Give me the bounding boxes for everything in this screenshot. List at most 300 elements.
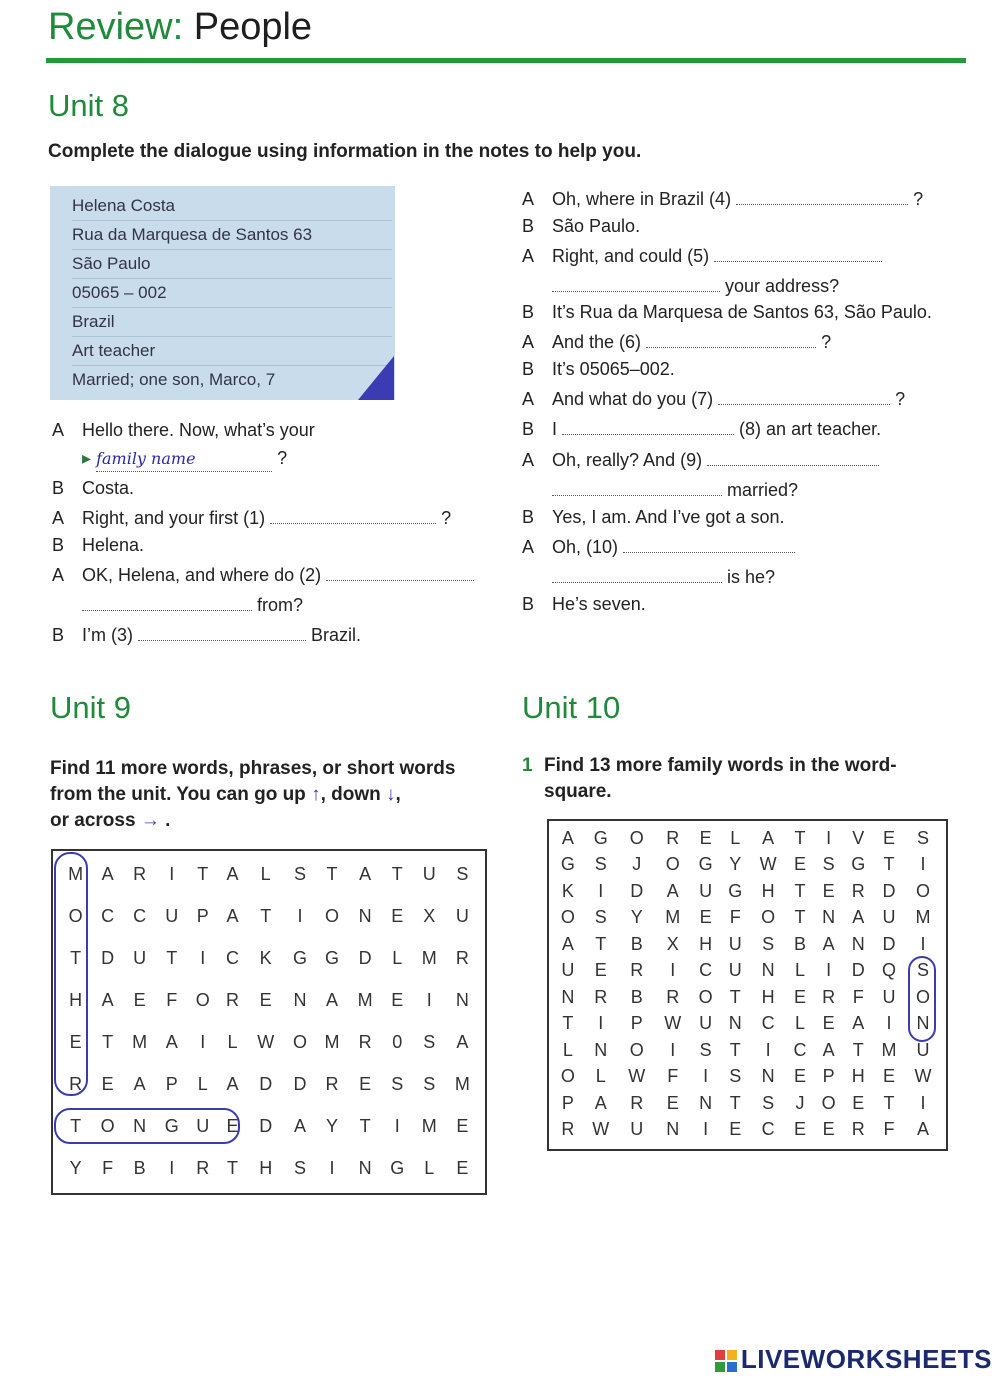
unit9-grid-letter[interactable]: I bbox=[426, 989, 432, 1010]
unit10-grid-letter[interactable]: O bbox=[821, 1092, 836, 1113]
answer-blank-10b[interactable] bbox=[552, 568, 722, 583]
unit9-grid-letter[interactable]: B bbox=[133, 1157, 146, 1178]
unit10-grid-letter[interactable]: U bbox=[882, 907, 896, 928]
unit10-grid-letter[interactable]: I bbox=[670, 1039, 676, 1060]
unit10-grid-letter[interactable]: G bbox=[593, 827, 608, 848]
title-people: People bbox=[193, 6, 313, 48]
unit10-grid-letter[interactable]: F bbox=[852, 986, 864, 1007]
unit10-grid-letter[interactable]: I bbox=[703, 1066, 709, 1087]
unit8-instruction: Complete the dialogue using information in the notes to help you. bbox=[48, 141, 642, 162]
unit9-grid-letter[interactable]: T bbox=[70, 1115, 82, 1136]
unit9-grid-letter[interactable]: G bbox=[325, 947, 340, 968]
unit10-grid-letter[interactable]: T bbox=[794, 880, 806, 901]
dialogue-line: B São Paulo. bbox=[522, 216, 641, 236]
unit10-grid-letter[interactable]: U bbox=[699, 880, 713, 901]
unit9-grid-row bbox=[59, 895, 479, 937]
unit9-grid-letter[interactable]: G bbox=[164, 1115, 179, 1136]
unit9-grid-letter[interactable]: L bbox=[197, 1073, 208, 1094]
unit10-grid-letter[interactable]: U bbox=[630, 1119, 644, 1140]
answer-blank-9b[interactable] bbox=[552, 481, 722, 496]
unit10-grid-letter[interactable]: O bbox=[560, 1066, 575, 1087]
unit10-grid-letter[interactable]: I bbox=[670, 960, 676, 981]
unit9-grid-letter[interactable]: I bbox=[200, 947, 206, 968]
unit9-grid-letter[interactable]: P bbox=[196, 905, 209, 926]
unit9-grid-letter[interactable]: U bbox=[455, 905, 469, 926]
unit9-grid-letter[interactable]: A bbox=[226, 905, 239, 926]
answer-blank-8[interactable] bbox=[562, 420, 734, 435]
unit10-grid-letter[interactable]: U bbox=[728, 960, 742, 981]
unit10-grid-letter[interactable]: B bbox=[630, 933, 643, 954]
unit9-grid-letter[interactable]: R bbox=[358, 1031, 372, 1052]
unit9-grid-letter[interactable]: E bbox=[456, 1157, 469, 1178]
unit9-grid-letter[interactable]: S bbox=[391, 1073, 404, 1094]
unit10-grid-letter[interactable]: A bbox=[762, 827, 775, 848]
unit10-heading: Unit 10 bbox=[522, 690, 621, 725]
unit10-grid-letter[interactable]: T bbox=[729, 1092, 741, 1113]
unit10-grid-letter[interactable]: E bbox=[699, 907, 712, 928]
unit10-grid-letter[interactable]: A bbox=[561, 933, 574, 954]
answer-blank-2a[interactable] bbox=[326, 566, 474, 581]
unit10-grid-letter[interactable]: U bbox=[916, 1039, 930, 1060]
unit9-grid-letter[interactable]: T bbox=[197, 863, 209, 884]
unit9-grid-letter[interactable]: E bbox=[359, 1073, 372, 1094]
unit10-grid-letter[interactable]: U bbox=[699, 1013, 713, 1034]
unit9-grid-letter[interactable]: F bbox=[102, 1157, 114, 1178]
unit9-grid-letter[interactable]: A bbox=[165, 1031, 178, 1052]
unit9-grid-letter[interactable]: E bbox=[391, 989, 404, 1010]
unit10-grid-letter[interactable]: C bbox=[793, 1039, 807, 1060]
unit10-grid-letter[interactable]: E bbox=[793, 1066, 806, 1087]
unit10-grid-letter[interactable]: X bbox=[666, 933, 679, 954]
dialogue-line: B I’m (3) Brazil. bbox=[52, 625, 362, 645]
unit10-grid-letter[interactable]: R bbox=[594, 986, 608, 1007]
unit10-grid-letter[interactable]: I bbox=[826, 827, 832, 848]
unit9-grid-letter[interactable]: M bbox=[357, 989, 373, 1010]
unit9-grid-letter[interactable]: T bbox=[166, 947, 178, 968]
answer-blank-5a[interactable] bbox=[714, 247, 882, 262]
unit10-grid-letter[interactable]: L bbox=[595, 1066, 606, 1087]
answer-blank-2b[interactable] bbox=[82, 596, 252, 611]
unit10-grid-letter[interactable]: T bbox=[729, 986, 741, 1007]
unit10-grid-letter[interactable]: N bbox=[822, 907, 836, 928]
unit9-grid-letter[interactable]: T bbox=[326, 863, 338, 884]
unit9-grid-letter[interactable]: I bbox=[297, 905, 303, 926]
unit10-grid-letter[interactable]: F bbox=[883, 1119, 895, 1140]
unit10-grid-letter[interactable]: V bbox=[852, 827, 865, 848]
unit9-grid-letter[interactable]: E bbox=[456, 1115, 469, 1136]
unit10-grid-letter[interactable]: H bbox=[851, 1066, 865, 1087]
unit10-grid-letter[interactable]: S bbox=[699, 1039, 712, 1060]
unit9-grid-letter[interactable]: A bbox=[226, 863, 239, 884]
unit10-grid-letter[interactable]: S bbox=[594, 907, 607, 928]
unit10-grid-letter[interactable]: G bbox=[698, 854, 713, 875]
unit10-grid-letter[interactable]: N bbox=[728, 1013, 742, 1034]
unit9-grid-letter[interactable]: T bbox=[102, 1031, 114, 1052]
unit10-grid-letter[interactable]: W bbox=[664, 1013, 682, 1034]
unit10-grid-letter[interactable]: E bbox=[699, 827, 712, 848]
unit10-grid-letter[interactable]: N bbox=[699, 1092, 713, 1113]
unit9-grid-letter[interactable]: I bbox=[169, 1157, 175, 1178]
unit9-grid-letter[interactable]: A bbox=[133, 1073, 146, 1094]
unit9-grid-letter[interactable]: E bbox=[133, 989, 146, 1010]
dialogue-line: ▸ family name ? bbox=[82, 446, 287, 472]
unit10-grid-letter[interactable]: D bbox=[882, 933, 896, 954]
unit10-grid-letter[interactable]: T bbox=[562, 1013, 574, 1034]
unit9-grid-letter[interactable]: T bbox=[227, 1157, 239, 1178]
unit10-grid-letter[interactable]: E bbox=[822, 1119, 835, 1140]
unit10-grid-letter[interactable]: I bbox=[598, 880, 604, 901]
unit10-grid-letter[interactable]: O bbox=[629, 1039, 644, 1060]
unit9-grid-letter[interactable]: D bbox=[101, 947, 115, 968]
unit9-grid-row bbox=[59, 1021, 479, 1063]
unit10-grid-letter[interactable]: W bbox=[914, 1066, 932, 1087]
unit9-grid-letter[interactable]: H bbox=[69, 989, 83, 1010]
unit10-grid-letter[interactable]: C bbox=[699, 960, 713, 981]
unit10-grid-letter[interactable]: M bbox=[881, 1039, 897, 1060]
unit9-grid-letter[interactable]: C bbox=[226, 947, 240, 968]
unit10-grid-letter[interactable]: E bbox=[883, 1066, 896, 1087]
unit9-grid-letter[interactable]: S bbox=[456, 863, 469, 884]
note-country: Brazil bbox=[72, 308, 392, 337]
unit9-grid-letter[interactable]: L bbox=[392, 947, 403, 968]
unit9-grid-letter[interactable]: U bbox=[133, 947, 147, 968]
unit9-grid-letter[interactable]: S bbox=[293, 863, 306, 884]
unit10-grid-row bbox=[553, 825, 941, 852]
unit9-grid-letter[interactable]: M bbox=[421, 947, 437, 968]
unit10-grid-letter[interactable]: S bbox=[594, 854, 607, 875]
unit10-grid-letter[interactable]: A bbox=[594, 1092, 607, 1113]
unit9-grid-letter[interactable]: S bbox=[293, 1157, 306, 1178]
unit10-grid-letter[interactable]: T bbox=[794, 907, 806, 928]
unit9-grid-letter[interactable]: M bbox=[454, 1073, 470, 1094]
unit9-grid-letter[interactable]: D bbox=[259, 1115, 273, 1136]
unit10-grid-letter[interactable]: O bbox=[560, 907, 575, 928]
answer-blank-9a[interactable] bbox=[707, 451, 879, 466]
answer-blank-1[interactable] bbox=[270, 509, 436, 524]
unit10-grid-letter[interactable]: R bbox=[851, 880, 865, 901]
unit10-grid-row bbox=[553, 1064, 941, 1091]
unit9-grid-letter[interactable]: H bbox=[259, 1157, 273, 1178]
unit10-grid-letter[interactable]: M bbox=[915, 907, 931, 928]
unit10-grid-letter[interactable]: I bbox=[703, 1119, 709, 1140]
unit10-grid-letter[interactable]: A bbox=[561, 827, 574, 848]
unit9-grid-letter[interactable]: U bbox=[165, 905, 179, 926]
unit10-grid-letter[interactable]: T bbox=[729, 1039, 741, 1060]
unit10-wordsearch bbox=[547, 819, 948, 1151]
unit10-grid-letter[interactable]: I bbox=[765, 1039, 771, 1060]
unit9-grid-letter[interactable]: A bbox=[359, 863, 372, 884]
dialogue-line: B It’s Rua da Marquesa de Santos 63, São Paulo. bbox=[522, 302, 932, 322]
unit9-grid-letter[interactable]: M bbox=[421, 1115, 437, 1136]
unit9-grid-letter[interactable]: D bbox=[293, 1073, 307, 1094]
unit9-grid-letter[interactable]: 0 bbox=[392, 1031, 403, 1052]
unit10-grid-letter[interactable]: S bbox=[729, 1066, 742, 1087]
answer-blank-5b[interactable] bbox=[552, 277, 720, 292]
unit9-grid-letter[interactable]: R bbox=[69, 1073, 83, 1094]
unit10-grid-letter[interactable]: R bbox=[630, 1092, 644, 1113]
unit9-grid-letter[interactable]: P bbox=[165, 1073, 178, 1094]
unit9-grid-letter[interactable]: F bbox=[166, 989, 178, 1010]
unit10-grid-letter[interactable]: I bbox=[886, 1013, 892, 1034]
unit10-grid-letter[interactable]: O bbox=[629, 827, 644, 848]
unit10-grid-letter[interactable]: O bbox=[915, 986, 930, 1007]
unit10-grid-letter[interactable]: P bbox=[630, 1013, 643, 1034]
unit10-grid-letter[interactable]: Q bbox=[882, 960, 897, 981]
unit10-grid-letter[interactable]: R bbox=[851, 1119, 865, 1140]
unit10-grid-row bbox=[553, 931, 941, 958]
unit9-grid-letter[interactable]: R bbox=[455, 947, 469, 968]
unit8-heading: Unit 8 bbox=[48, 88, 129, 123]
unit9-grid-letter[interactable]: N bbox=[358, 1157, 372, 1178]
liveworksheets-logo bbox=[715, 1344, 992, 1375]
unit9-grid-letter[interactable]: M bbox=[68, 863, 84, 884]
unit10-grid-letter[interactable]: Y bbox=[729, 854, 742, 875]
answer-blank-4[interactable] bbox=[736, 190, 908, 205]
unit9-grid-letter[interactable]: T bbox=[260, 905, 272, 926]
unit10-grid-letter[interactable]: T bbox=[883, 1092, 895, 1113]
unit10-grid-letter[interactable]: A bbox=[822, 1039, 835, 1060]
unit9-grid-letter[interactable]: U bbox=[196, 1115, 210, 1136]
unit10-grid-letter[interactable]: C bbox=[761, 1119, 775, 1140]
unit10-grid-row bbox=[553, 1117, 941, 1144]
unit9-grid-letter[interactable]: N bbox=[455, 989, 469, 1010]
unit9-grid-letter[interactable]: I bbox=[169, 863, 175, 884]
unit10-grid-letter[interactable]: I bbox=[826, 960, 832, 981]
unit10-grid-letter[interactable]: N bbox=[666, 1119, 680, 1140]
note-family: Married; one son, Marco, 7 bbox=[72, 370, 276, 389]
unit10-grid-letter[interactable]: H bbox=[761, 880, 775, 901]
unit9-grid-letter[interactable]: A bbox=[101, 989, 114, 1010]
unit10-grid-letter[interactable]: E bbox=[793, 1119, 806, 1140]
unit10-grid-letter[interactable]: A bbox=[852, 907, 865, 928]
unit9-grid-letter[interactable]: E bbox=[391, 905, 404, 926]
answer-blank-10a[interactable] bbox=[623, 538, 795, 553]
unit9-grid-letter[interactable]: A bbox=[293, 1115, 306, 1136]
unit9-grid-letter[interactable]: D bbox=[259, 1073, 273, 1094]
unit10-grid-letter[interactable]: G bbox=[851, 854, 866, 875]
unit9-grid-letter[interactable]: E bbox=[69, 1031, 82, 1052]
unit9-grid-letter[interactable]: T bbox=[70, 947, 82, 968]
unit10-grid-letter[interactable]: E bbox=[883, 827, 896, 848]
unit10-grid-letter[interactable]: H bbox=[761, 986, 775, 1007]
note-city: São Paulo bbox=[72, 250, 392, 279]
unit10-grid-letter[interactable]: H bbox=[699, 933, 713, 954]
unit10-grid-letter[interactable]: R bbox=[822, 986, 836, 1007]
unit10-grid-letter[interactable]: P bbox=[822, 1066, 835, 1087]
unit10-grid-letter[interactable]: O bbox=[665, 854, 680, 875]
unit9-grid-letter[interactable]: A bbox=[101, 863, 114, 884]
unit10-grid-letter[interactable]: T bbox=[794, 827, 806, 848]
dialogue-line: your address? bbox=[552, 274, 839, 298]
unit10-grid-row bbox=[553, 958, 941, 985]
unit10-grid-letter[interactable]: E bbox=[793, 986, 806, 1007]
unit10-grid-letter[interactable]: M bbox=[665, 907, 681, 928]
unit10-grid-letter[interactable]: O bbox=[761, 907, 776, 928]
unit10-grid-letter[interactable]: N bbox=[561, 986, 575, 1007]
unit9-grid-letter[interactable]: I bbox=[329, 1157, 335, 1178]
unit10-grid-letter[interactable]: R bbox=[666, 986, 680, 1007]
unit10-grid-letter[interactable]: E bbox=[852, 1092, 865, 1113]
unit9-grid-letter[interactable]: M bbox=[132, 1031, 148, 1052]
unit10-grid-letter[interactable]: W bbox=[592, 1119, 610, 1140]
unit10-grid-letter[interactable]: T bbox=[883, 854, 895, 875]
dialogue-line: A Hello there. Now, what’s your bbox=[52, 420, 315, 440]
unit9-grid-letter[interactable]: T bbox=[359, 1115, 371, 1136]
unit10-grid-letter[interactable]: E bbox=[822, 1013, 835, 1034]
logo-text: LIVEWORKSHEETS bbox=[740, 1344, 992, 1374]
unit9-grid-letter[interactable]: M bbox=[324, 1031, 340, 1052]
unit10-grid-letter[interactable]: W bbox=[628, 1066, 646, 1087]
unit9-grid-letter[interactable]: A bbox=[326, 989, 339, 1010]
unit9-grid-letter[interactable]: R bbox=[226, 989, 240, 1010]
answer-blank-3[interactable] bbox=[138, 626, 306, 641]
unit10-grid-letter[interactable]: I bbox=[598, 1013, 604, 1034]
unit10-grid-letter[interactable]: S bbox=[762, 933, 775, 954]
unit10-grid-letter[interactable]: J bbox=[632, 854, 642, 875]
unit10-grid-letter[interactable]: S bbox=[916, 827, 929, 848]
unit10-grid-letter[interactable]: G bbox=[728, 880, 743, 901]
unit9-grid-letter[interactable]: G bbox=[292, 947, 307, 968]
unit10-grid-letter[interactable]: J bbox=[795, 1092, 805, 1113]
unit9-grid-letter[interactable]: W bbox=[257, 1031, 275, 1052]
unit9-grid-letter[interactable]: G bbox=[390, 1157, 405, 1178]
unit10-grid-letter[interactable]: N bbox=[916, 1013, 930, 1034]
unit10-grid-letter[interactable]: L bbox=[794, 960, 805, 981]
unit9-grid-letter[interactable]: N bbox=[293, 989, 307, 1010]
unit9-grid-letter[interactable]: A bbox=[226, 1073, 239, 1094]
unit10-grid-letter[interactable]: A bbox=[916, 1119, 929, 1140]
answer-blank-6[interactable] bbox=[646, 333, 816, 348]
unit9-grid-letter[interactable]: O bbox=[100, 1115, 115, 1136]
unit10-grid-letter[interactable]: E bbox=[793, 854, 806, 875]
unit10-grid-letter[interactable]: Y bbox=[630, 907, 643, 928]
unit9-grid-letter[interactable]: I bbox=[200, 1031, 206, 1052]
unit9-grid-letter[interactable]: O bbox=[325, 905, 340, 926]
unit10-grid-letter[interactable]: R bbox=[561, 1119, 575, 1140]
logo-mark-icon bbox=[715, 1350, 737, 1372]
unit10-grid-letter[interactable]: W bbox=[759, 854, 777, 875]
unit9-grid-letter[interactable]: O bbox=[68, 905, 83, 926]
dialogue-line: A Oh, (10) bbox=[522, 535, 795, 559]
unit9-grid-letter[interactable]: L bbox=[260, 863, 271, 884]
unit10-grid-letter[interactable]: U bbox=[728, 933, 742, 954]
unit10-grid-letter[interactable]: F bbox=[729, 907, 741, 928]
unit10-grid-letter[interactable]: U bbox=[561, 960, 575, 981]
unit9-grid-letter[interactable]: O bbox=[292, 1031, 307, 1052]
example-answer: family name bbox=[96, 447, 272, 472]
unit10-grid-letter[interactable]: B bbox=[793, 933, 806, 954]
unit10-grid-letter[interactable]: S bbox=[822, 854, 835, 875]
arrow-down-icon: ↓ bbox=[386, 784, 396, 805]
unit9-grid-letter[interactable]: E bbox=[259, 989, 272, 1010]
unit10-grid-letter[interactable]: C bbox=[761, 1013, 775, 1034]
unit10-grid-letter[interactable]: D bbox=[851, 960, 865, 981]
unit9-grid-letter[interactable]: N bbox=[133, 1115, 147, 1136]
unit10-grid-letter[interactable]: O bbox=[698, 986, 713, 1007]
unit10-grid-letter[interactable]: S bbox=[916, 960, 929, 981]
unit10-grid-letter[interactable]: A bbox=[852, 1013, 865, 1034]
unit10-grid-letter[interactable]: N bbox=[761, 960, 775, 981]
unit10-grid-letter[interactable]: R bbox=[630, 960, 644, 981]
unit9-grid-letter[interactable]: X bbox=[423, 905, 436, 926]
answer-blank-7[interactable] bbox=[718, 390, 890, 405]
unit10-grid-letter[interactable]: E bbox=[594, 960, 607, 981]
unit10-grid-letter[interactable]: L bbox=[794, 1013, 805, 1034]
note-name: Helena Costa bbox=[72, 192, 392, 221]
unit10-grid-letter[interactable]: D bbox=[630, 880, 644, 901]
unit9-grid-letter[interactable]: A bbox=[456, 1031, 469, 1052]
unit9-heading: Unit 9 bbox=[50, 690, 131, 725]
unit10-grid-row bbox=[553, 1090, 941, 1117]
unit9-instruction: Find 11 more words, phrases, or short words from the unit. You can go up ↑, down ↓, or across → . bbox=[50, 756, 510, 834]
unit10-grid-letter[interactable]: E bbox=[822, 880, 835, 901]
unit9-grid-letter[interactable]: E bbox=[101, 1073, 114, 1094]
unit9-grid-letter[interactable]: I bbox=[394, 1115, 400, 1136]
unit9-grid-row bbox=[59, 1063, 479, 1105]
unit10-grid-letter[interactable]: D bbox=[882, 880, 896, 901]
unit10-grid-letter[interactable]: O bbox=[915, 880, 930, 901]
unit10-grid-letter[interactable]: U bbox=[882, 986, 896, 1007]
unit10-grid-letter[interactable]: A bbox=[666, 880, 679, 901]
unit10-grid-letter[interactable]: T bbox=[595, 933, 607, 954]
unit9-grid-letter[interactable]: Y bbox=[69, 1157, 82, 1178]
unit9-grid-letter[interactable]: R bbox=[196, 1157, 210, 1178]
unit9-grid-letter[interactable]: R bbox=[133, 863, 147, 884]
unit10-grid-letter[interactable]: E bbox=[729, 1119, 742, 1140]
unit9-grid-letter[interactable]: S bbox=[423, 1031, 436, 1052]
unit10-grid-letter[interactable]: L bbox=[730, 827, 741, 848]
unit10-grid-letter[interactable]: E bbox=[666, 1092, 679, 1113]
unit9-grid-letter[interactable]: S bbox=[423, 1073, 436, 1094]
unit10-grid-letter[interactable]: R bbox=[666, 827, 680, 848]
unit10-grid-letter[interactable]: I bbox=[920, 933, 926, 954]
unit9-grid-letter[interactable]: D bbox=[358, 947, 372, 968]
unit9-grid-letter[interactable]: E bbox=[226, 1115, 239, 1136]
unit9-grid-letter[interactable]: U bbox=[422, 863, 436, 884]
unit10-grid-letter[interactable]: I bbox=[920, 854, 926, 875]
unit10-grid-letter[interactable]: I bbox=[920, 1092, 926, 1113]
unit9-grid-letter[interactable]: C bbox=[133, 905, 147, 926]
unit10-grid-letter[interactable]: A bbox=[822, 933, 835, 954]
unit10-grid-letter[interactable]: S bbox=[762, 1092, 775, 1113]
title-review: Review: bbox=[48, 6, 184, 48]
unit9-grid-letter[interactable]: L bbox=[227, 1031, 238, 1052]
note-page-fold bbox=[358, 356, 394, 400]
unit10-grid-letter[interactable]: N bbox=[851, 933, 865, 954]
unit10-grid-letter[interactable]: N bbox=[761, 1066, 775, 1087]
unit10-grid-letter[interactable]: N bbox=[594, 1039, 608, 1060]
unit10-grid-letter[interactable]: L bbox=[562, 1039, 573, 1060]
unit10-grid-letter[interactable]: T bbox=[852, 1039, 864, 1060]
unit9-grid-letter[interactable]: Y bbox=[326, 1115, 339, 1136]
unit9-grid-letter[interactable]: K bbox=[259, 947, 272, 968]
unit9-grid-letter[interactable]: N bbox=[358, 905, 372, 926]
unit9-grid-letter[interactable]: L bbox=[424, 1157, 435, 1178]
note-street: Rua da Marquesa de Santos 63 bbox=[72, 221, 392, 250]
unit10-grid-letter[interactable]: K bbox=[561, 880, 574, 901]
unit10-grid-letter[interactable]: P bbox=[561, 1092, 574, 1113]
unit10-grid-row bbox=[553, 984, 941, 1011]
dialogue-line: A Oh, really? And (9) bbox=[522, 448, 879, 472]
unit9-grid-letter[interactable]: O bbox=[195, 989, 210, 1010]
unit10-grid-letter[interactable]: F bbox=[667, 1066, 679, 1087]
unit9-grid-letter[interactable]: C bbox=[101, 905, 115, 926]
unit9-grid-letter[interactable]: R bbox=[325, 1073, 339, 1094]
unit10-grid-letter[interactable]: G bbox=[560, 854, 575, 875]
unit9-grid-letter[interactable]: T bbox=[391, 863, 403, 884]
unit10-grid-letter[interactable]: B bbox=[630, 986, 643, 1007]
unit10-grid-row bbox=[553, 1011, 941, 1038]
